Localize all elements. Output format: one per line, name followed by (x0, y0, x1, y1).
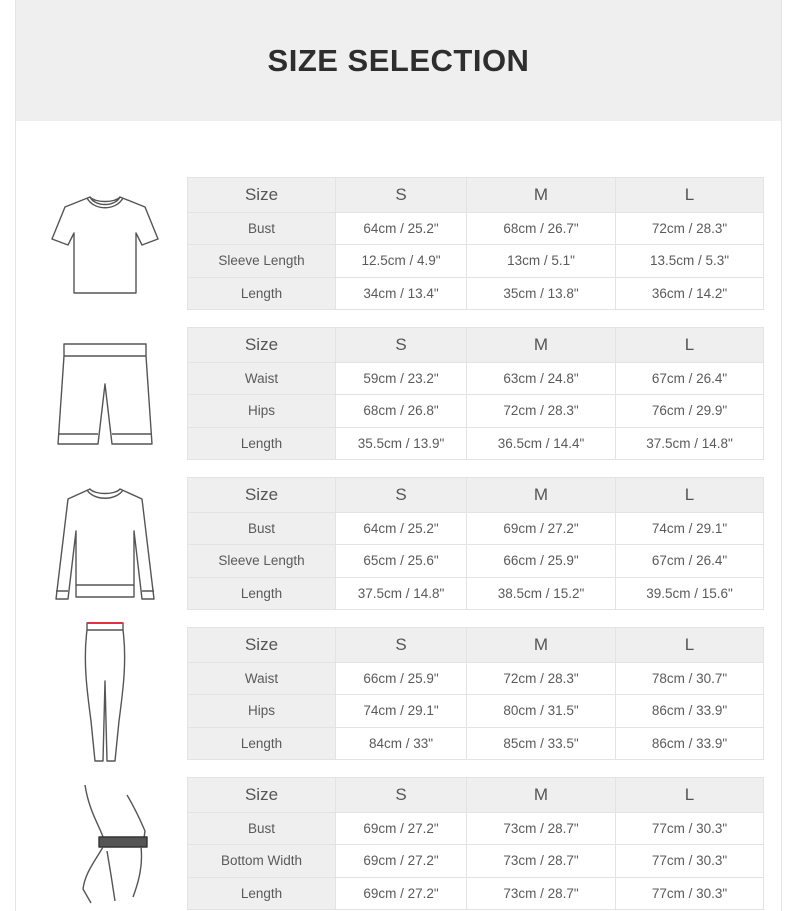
table-row (188, 663, 764, 695)
size-value: 59cm / 23.2" (336, 363, 467, 395)
size-value: 64cm / 25.2" (336, 513, 467, 545)
size-value: 66cm / 25.9" (467, 545, 616, 577)
size-value: 65cm / 25.6" (336, 545, 467, 577)
size-l-header: L (616, 478, 764, 513)
size-column-header: Size (188, 778, 336, 813)
size-value: 63cm / 24.8" (467, 363, 616, 395)
size-s-header: S (336, 478, 467, 513)
size-value: 77cm / 30.3" (616, 845, 764, 877)
size-header-row (188, 628, 764, 663)
row-label: Length (188, 277, 336, 309)
size-table-shorts (187, 327, 764, 460)
sweatshirt-icon (40, 477, 170, 610)
size-value: 64cm / 25.2" (336, 213, 467, 245)
size-s-header: S (336, 778, 467, 813)
size-value: 36.5cm / 14.4" (467, 427, 616, 459)
size-value: 69cm / 27.2" (336, 813, 467, 845)
table-row (188, 245, 764, 277)
size-m-header: M (467, 778, 616, 813)
table-row (188, 363, 764, 395)
row-label: Hips (188, 695, 336, 727)
t-shirt-icon (40, 177, 170, 310)
size-column-header: Size (188, 478, 336, 513)
size-l-header: L (616, 178, 764, 213)
table-row (188, 695, 764, 727)
size-section-tshirt (0, 177, 800, 310)
size-l-header: L (616, 628, 764, 663)
size-value: 67cm / 26.4" (616, 545, 764, 577)
row-label: Bottom Width (188, 845, 336, 877)
size-value: 72cm / 28.3" (467, 395, 616, 427)
size-value: 68cm / 26.7" (467, 213, 616, 245)
size-value: 13.5cm / 5.3" (616, 245, 764, 277)
size-m-header: M (467, 178, 616, 213)
size-column-header: Size (188, 628, 336, 663)
size-value: 34cm / 13.4" (336, 277, 467, 309)
row-label: Bust (188, 813, 336, 845)
size-value: 86cm / 33.9" (616, 695, 764, 727)
size-table-sports-bra (187, 777, 764, 910)
row-label: Waist (188, 363, 336, 395)
page-title: SIZE SELECTION (267, 42, 530, 78)
size-section-sweatshirt (0, 477, 800, 610)
size-column-header: Size (188, 178, 336, 213)
row-label: Length (188, 577, 336, 609)
size-section-shorts (0, 327, 800, 460)
sports-bra-icon (40, 777, 170, 910)
size-value: 36cm / 14.2" (616, 277, 764, 309)
size-value: 37.5cm / 14.8" (616, 427, 764, 459)
size-table-tshirt (187, 177, 764, 310)
size-s-header: S (336, 178, 467, 213)
size-value: 73cm / 28.7" (467, 845, 616, 877)
size-value: 86cm / 33.9" (616, 727, 764, 759)
size-header-row (188, 778, 764, 813)
size-value: 69cm / 27.2" (336, 877, 467, 909)
table-row (188, 395, 764, 427)
row-label: Bust (188, 513, 336, 545)
size-m-header: M (467, 478, 616, 513)
table-row (188, 877, 764, 909)
leggings-icon (40, 627, 170, 760)
size-value: 77cm / 30.3" (616, 813, 764, 845)
size-section-sports-bra (0, 777, 800, 910)
row-label: Waist (188, 663, 336, 695)
size-value: 38.5cm / 15.2" (467, 577, 616, 609)
size-value: 37.5cm / 14.8" (336, 577, 467, 609)
size-value: 73cm / 28.7" (467, 877, 616, 909)
size-header-row (188, 178, 764, 213)
row-label: Length (188, 877, 336, 909)
size-table-sweatshirt (187, 477, 764, 610)
table-row (188, 213, 764, 245)
size-m-header: M (467, 328, 616, 363)
size-header-row (188, 478, 764, 513)
size-value: 35cm / 13.8" (467, 277, 616, 309)
size-value: 69cm / 27.2" (336, 845, 467, 877)
size-table-leggings (187, 627, 764, 760)
table-row (188, 845, 764, 877)
table-row (188, 545, 764, 577)
row-label: Sleeve Length (188, 245, 336, 277)
table-row (188, 577, 764, 609)
size-value: 77cm / 30.3" (616, 877, 764, 909)
size-l-header: L (616, 778, 764, 813)
size-value: 72cm / 28.3" (467, 663, 616, 695)
table-row (188, 427, 764, 459)
table-row (188, 513, 764, 545)
size-header-row (188, 328, 764, 363)
size-section-leggings (0, 627, 800, 760)
size-l-header: L (616, 328, 764, 363)
size-value: 78cm / 30.7" (616, 663, 764, 695)
size-value: 73cm / 28.7" (467, 813, 616, 845)
size-value: 12.5cm / 4.9" (336, 245, 467, 277)
size-s-header: S (336, 628, 467, 663)
header-banner (16, 0, 781, 121)
size-value: 67cm / 26.4" (616, 363, 764, 395)
size-m-header: M (467, 628, 616, 663)
table-row (188, 727, 764, 759)
size-value: 13cm / 5.1" (467, 245, 616, 277)
table-row (188, 277, 764, 309)
size-value: 76cm / 29.9" (616, 395, 764, 427)
table-row (188, 813, 764, 845)
size-value: 68cm / 26.8" (336, 395, 467, 427)
size-s-header: S (336, 328, 467, 363)
size-value: 74cm / 29.1" (616, 513, 764, 545)
size-value: 39.5cm / 15.6" (616, 577, 764, 609)
size-value: 74cm / 29.1" (336, 695, 467, 727)
row-label: Length (188, 727, 336, 759)
size-value: 85cm / 33.5" (467, 727, 616, 759)
row-label: Hips (188, 395, 336, 427)
size-value: 80cm / 31.5" (467, 695, 616, 727)
size-value: 69cm / 27.2" (467, 513, 616, 545)
row-label: Length (188, 427, 336, 459)
size-value: 72cm / 28.3" (616, 213, 764, 245)
size-column-header: Size (188, 328, 336, 363)
size-value: 66cm / 25.9" (336, 663, 467, 695)
size-value: 84cm / 33" (336, 727, 467, 759)
row-label: Bust (188, 213, 336, 245)
shorts-icon (40, 327, 170, 460)
size-value: 35.5cm / 13.9" (336, 427, 467, 459)
row-label: Sleeve Length (188, 545, 336, 577)
